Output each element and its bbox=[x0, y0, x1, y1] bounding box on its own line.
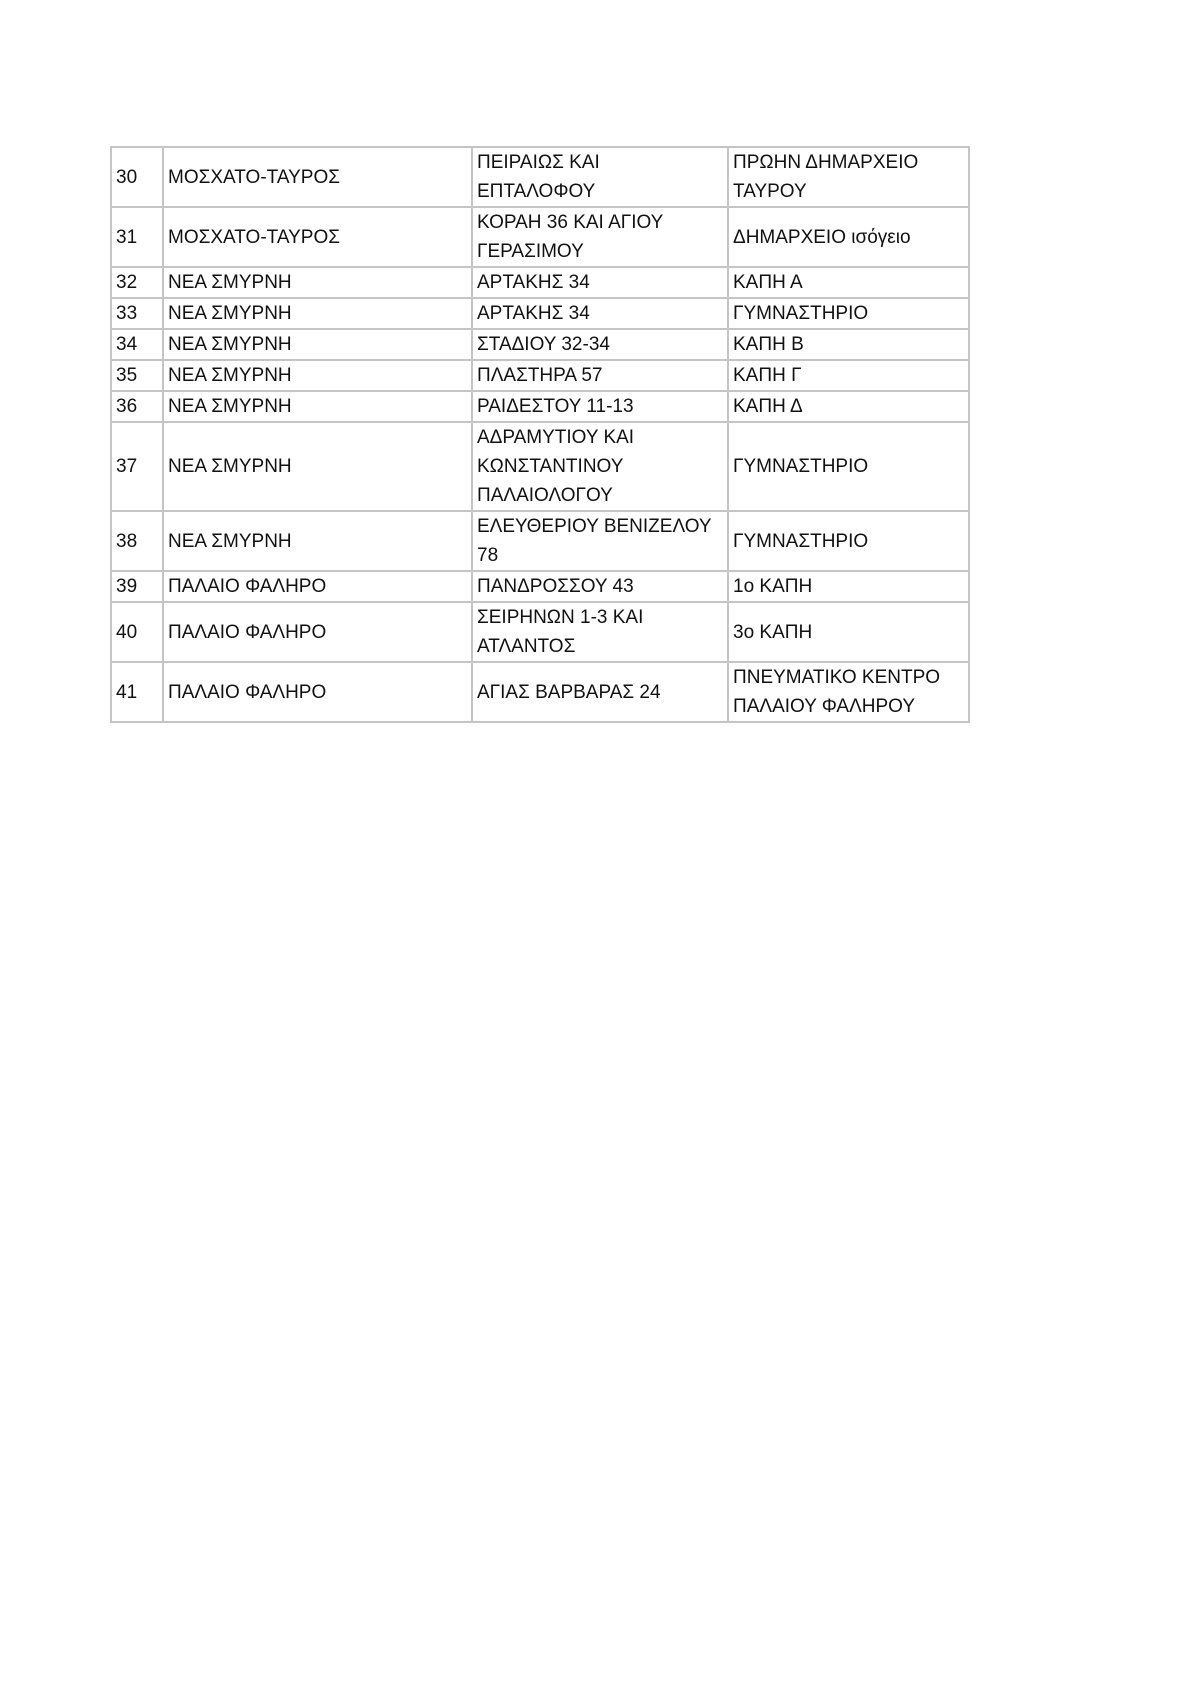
table-row bbox=[111, 602, 969, 662]
venue-cell: ΓΥΜΝΑΣΤΗΡΙΟ bbox=[728, 422, 969, 511]
address-cell: ΕΛΕΥΘΕΡΙΟΥ ΒΕΝΙΖΕΛΟΥ 78 bbox=[472, 511, 728, 571]
address-cell: ΠΛΑΣΤΗΡΑ 57 bbox=[472, 360, 728, 391]
venues-table bbox=[110, 146, 970, 723]
table-row bbox=[111, 422, 969, 511]
address-cell: ΠΑΝΔΡΟΣΣΟΥ 43 bbox=[472, 571, 728, 602]
venues-table-body bbox=[111, 147, 969, 722]
venue-cell: ΓΥΜΝΑΣΤΗΡΙΟ bbox=[728, 511, 969, 571]
table-row bbox=[111, 147, 969, 207]
table-row bbox=[111, 298, 969, 329]
venue-cell: ΚΑΠΗ Γ bbox=[728, 360, 969, 391]
row-number: 39 bbox=[111, 571, 163, 602]
row-number: 30 bbox=[111, 147, 163, 207]
municipality-cell: ΝΕΑ ΣΜΥΡΝΗ bbox=[163, 391, 472, 422]
table-row bbox=[111, 391, 969, 422]
municipality-cell: ΠΑΛΑΙΟ ΦΑΛΗΡΟ bbox=[163, 602, 472, 662]
address-cell: ΑΔΡΑΜΥΤΙΟΥ ΚΑΙ ΚΩΝΣΤΑΝΤΙΝΟΥ ΠΑΛΑΙΟΛΟΓΟΥ bbox=[472, 422, 728, 511]
municipality-cell: ΝΕΑ ΣΜΥΡΝΗ bbox=[163, 511, 472, 571]
municipality-cell: ΝΕΑ ΣΜΥΡΝΗ bbox=[163, 329, 472, 360]
table-row bbox=[111, 329, 969, 360]
venue-cell: ΚΑΠΗ Δ bbox=[728, 391, 969, 422]
table-row bbox=[111, 207, 969, 267]
table-row bbox=[111, 267, 969, 298]
row-number: 36 bbox=[111, 391, 163, 422]
municipality-cell: ΠΑΛΑΙΟ ΦΑΛΗΡΟ bbox=[163, 571, 472, 602]
municipality-cell: ΝΕΑ ΣΜΥΡΝΗ bbox=[163, 422, 472, 511]
municipality-cell: ΜΟΣΧΑΤΟ-ΤΑΥΡΟΣ bbox=[163, 207, 472, 267]
venue-cell: ΚΑΠΗ Β bbox=[728, 329, 969, 360]
table-row bbox=[111, 360, 969, 391]
venue-cell: ΠΡΩΗΝ ΔΗΜΑΡΧΕΙΟ ΤΑΥΡΟΥ bbox=[728, 147, 969, 207]
row-number: 38 bbox=[111, 511, 163, 571]
venue-cell: ΚΑΠΗ Α bbox=[728, 267, 969, 298]
address-cell: ΚΟΡΑΗ 36 ΚΑΙ ΑΓΙΟΥ ΓΕΡΑΣΙΜΟΥ bbox=[472, 207, 728, 267]
address-cell: ΣΕΙΡΗΝΩΝ 1-3 ΚΑΙ ΑΤΛΑΝΤΟΣ bbox=[472, 602, 728, 662]
venue-cell: ΠΝΕΥΜΑΤΙΚΟ ΚΕΝΤΡΟ ΠΑΛΑΙΟΥ ΦΑΛΗΡΟΥ bbox=[728, 662, 969, 722]
municipality-cell: ΝΕΑ ΣΜΥΡΝΗ bbox=[163, 360, 472, 391]
row-number: 37 bbox=[111, 422, 163, 511]
address-cell: ΠΕΙΡΑΙΩΣ ΚΑΙ ΕΠΤΑΛΟΦΟΥ bbox=[472, 147, 728, 207]
municipality-cell: ΜΟΣΧΑΤΟ-ΤΑΥΡΟΣ bbox=[163, 147, 472, 207]
table-row bbox=[111, 511, 969, 571]
venue-cell: 3ο ΚΑΠΗ bbox=[728, 602, 969, 662]
address-cell: ΑΡΤΑΚΗΣ 34 bbox=[472, 298, 728, 329]
table-row bbox=[111, 571, 969, 602]
row-number: 31 bbox=[111, 207, 163, 267]
address-cell: ΑΡΤΑΚΗΣ 34 bbox=[472, 267, 728, 298]
venue-cell: ΓΥΜΝΑΣΤΗΡΙΟ bbox=[728, 298, 969, 329]
row-number: 41 bbox=[111, 662, 163, 722]
row-number: 33 bbox=[111, 298, 163, 329]
table-row bbox=[111, 662, 969, 722]
row-number: 32 bbox=[111, 267, 163, 298]
row-number: 34 bbox=[111, 329, 163, 360]
row-number: 35 bbox=[111, 360, 163, 391]
row-number: 40 bbox=[111, 602, 163, 662]
municipality-cell: ΝΕΑ ΣΜΥΡΝΗ bbox=[163, 267, 472, 298]
municipality-cell: ΠΑΛΑΙΟ ΦΑΛΗΡΟ bbox=[163, 662, 472, 722]
municipality-cell: ΝΕΑ ΣΜΥΡΝΗ bbox=[163, 298, 472, 329]
address-cell: ΡΑΙΔΕΣΤΟΥ 11-13 bbox=[472, 391, 728, 422]
address-cell: ΣΤΑΔΙΟΥ 32-34 bbox=[472, 329, 728, 360]
venue-cell: ΔΗΜΑΡΧΕΙΟ ισόγειο bbox=[728, 207, 969, 267]
address-cell: ΑΓΙΑΣ ΒΑΡΒΑΡΑΣ 24 bbox=[472, 662, 728, 722]
venue-cell: 1ο ΚΑΠΗ bbox=[728, 571, 969, 602]
